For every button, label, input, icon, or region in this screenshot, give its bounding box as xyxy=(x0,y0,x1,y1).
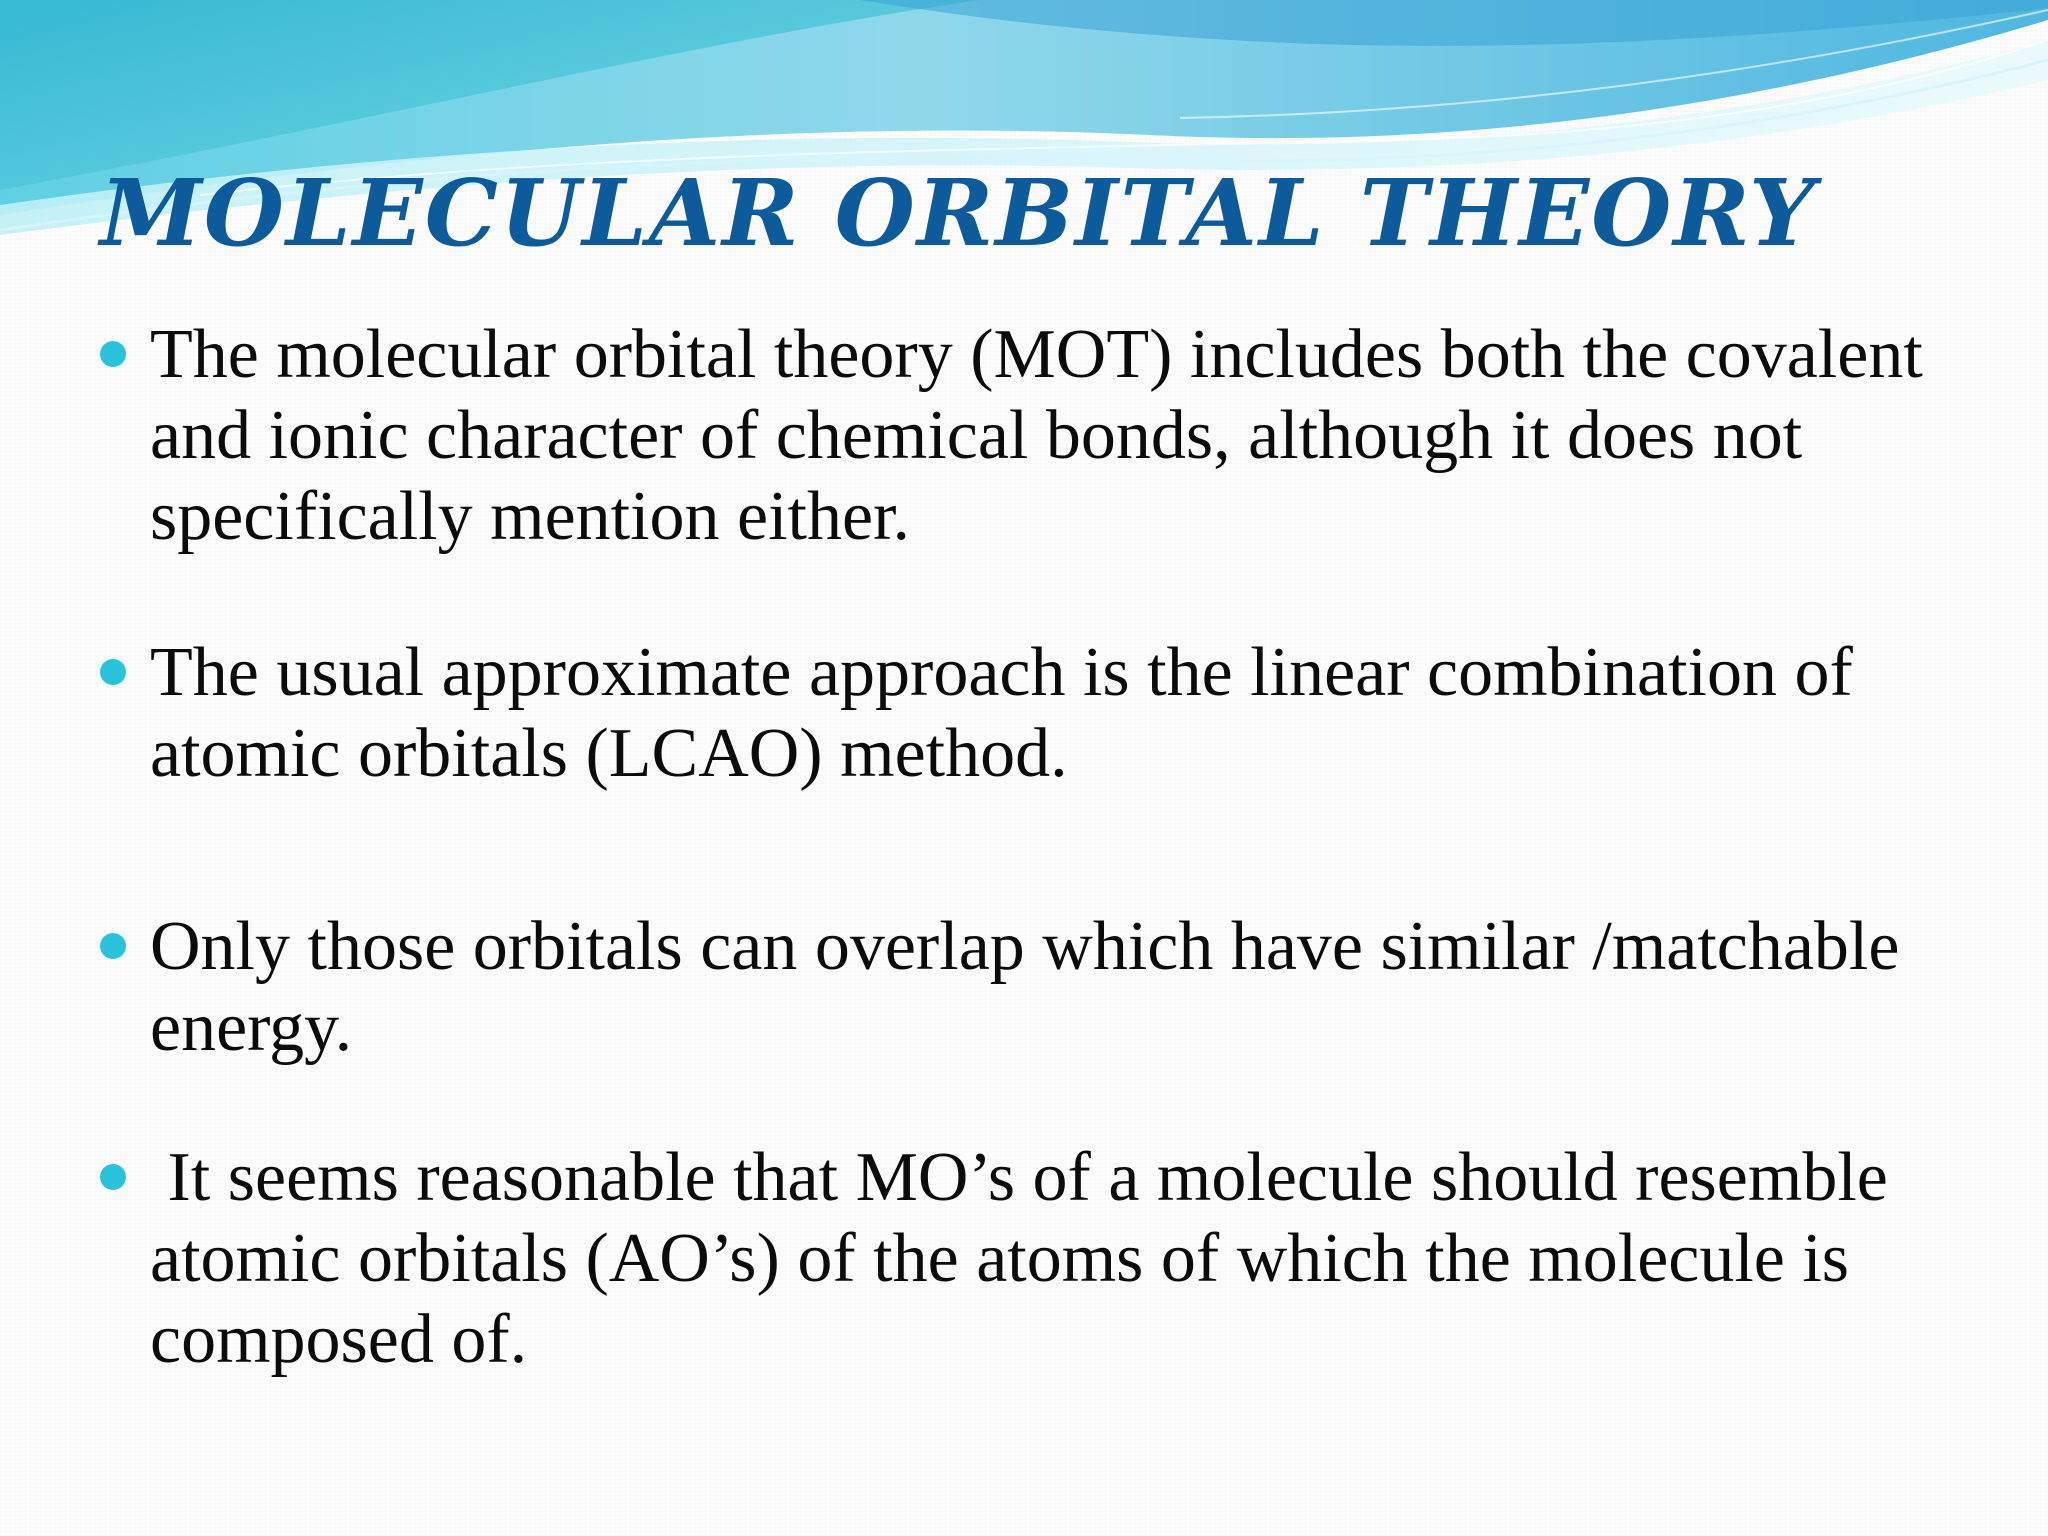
bullet-marker-icon xyxy=(100,341,126,367)
bullet-marker-icon xyxy=(100,1164,126,1190)
bullet-text: It seems reasonable that MO’s of a molecule should resemble atomic orbitals (AO’s) of the atoms of which the molecule is composed of. xyxy=(150,1139,1906,1378)
bullet-marker-icon xyxy=(100,659,126,685)
bullet-item-mo-resemble-ao xyxy=(150,1137,2030,1380)
bullet-text: The usual approximate approach is the linear combination of atomic orbitals (LCAO) method. xyxy=(150,634,1853,792)
bullet-marker-icon xyxy=(100,933,126,959)
bullet-item-overlap xyxy=(150,906,2030,1068)
slide-title: MOLECULAR ORBITAL THEORY xyxy=(100,159,1817,267)
bullet-item-mot-definition xyxy=(150,314,2030,557)
bullet-text: The molecular orbital theory (MOT) includes both the covalent and ionic character of chemical bonds, although it does not specifically mention either. xyxy=(150,316,1923,555)
bullet-text: Only those orbitals can overlap which have similar /matchable energy. xyxy=(150,908,1900,1066)
bullet-item-lcao xyxy=(150,632,2030,794)
